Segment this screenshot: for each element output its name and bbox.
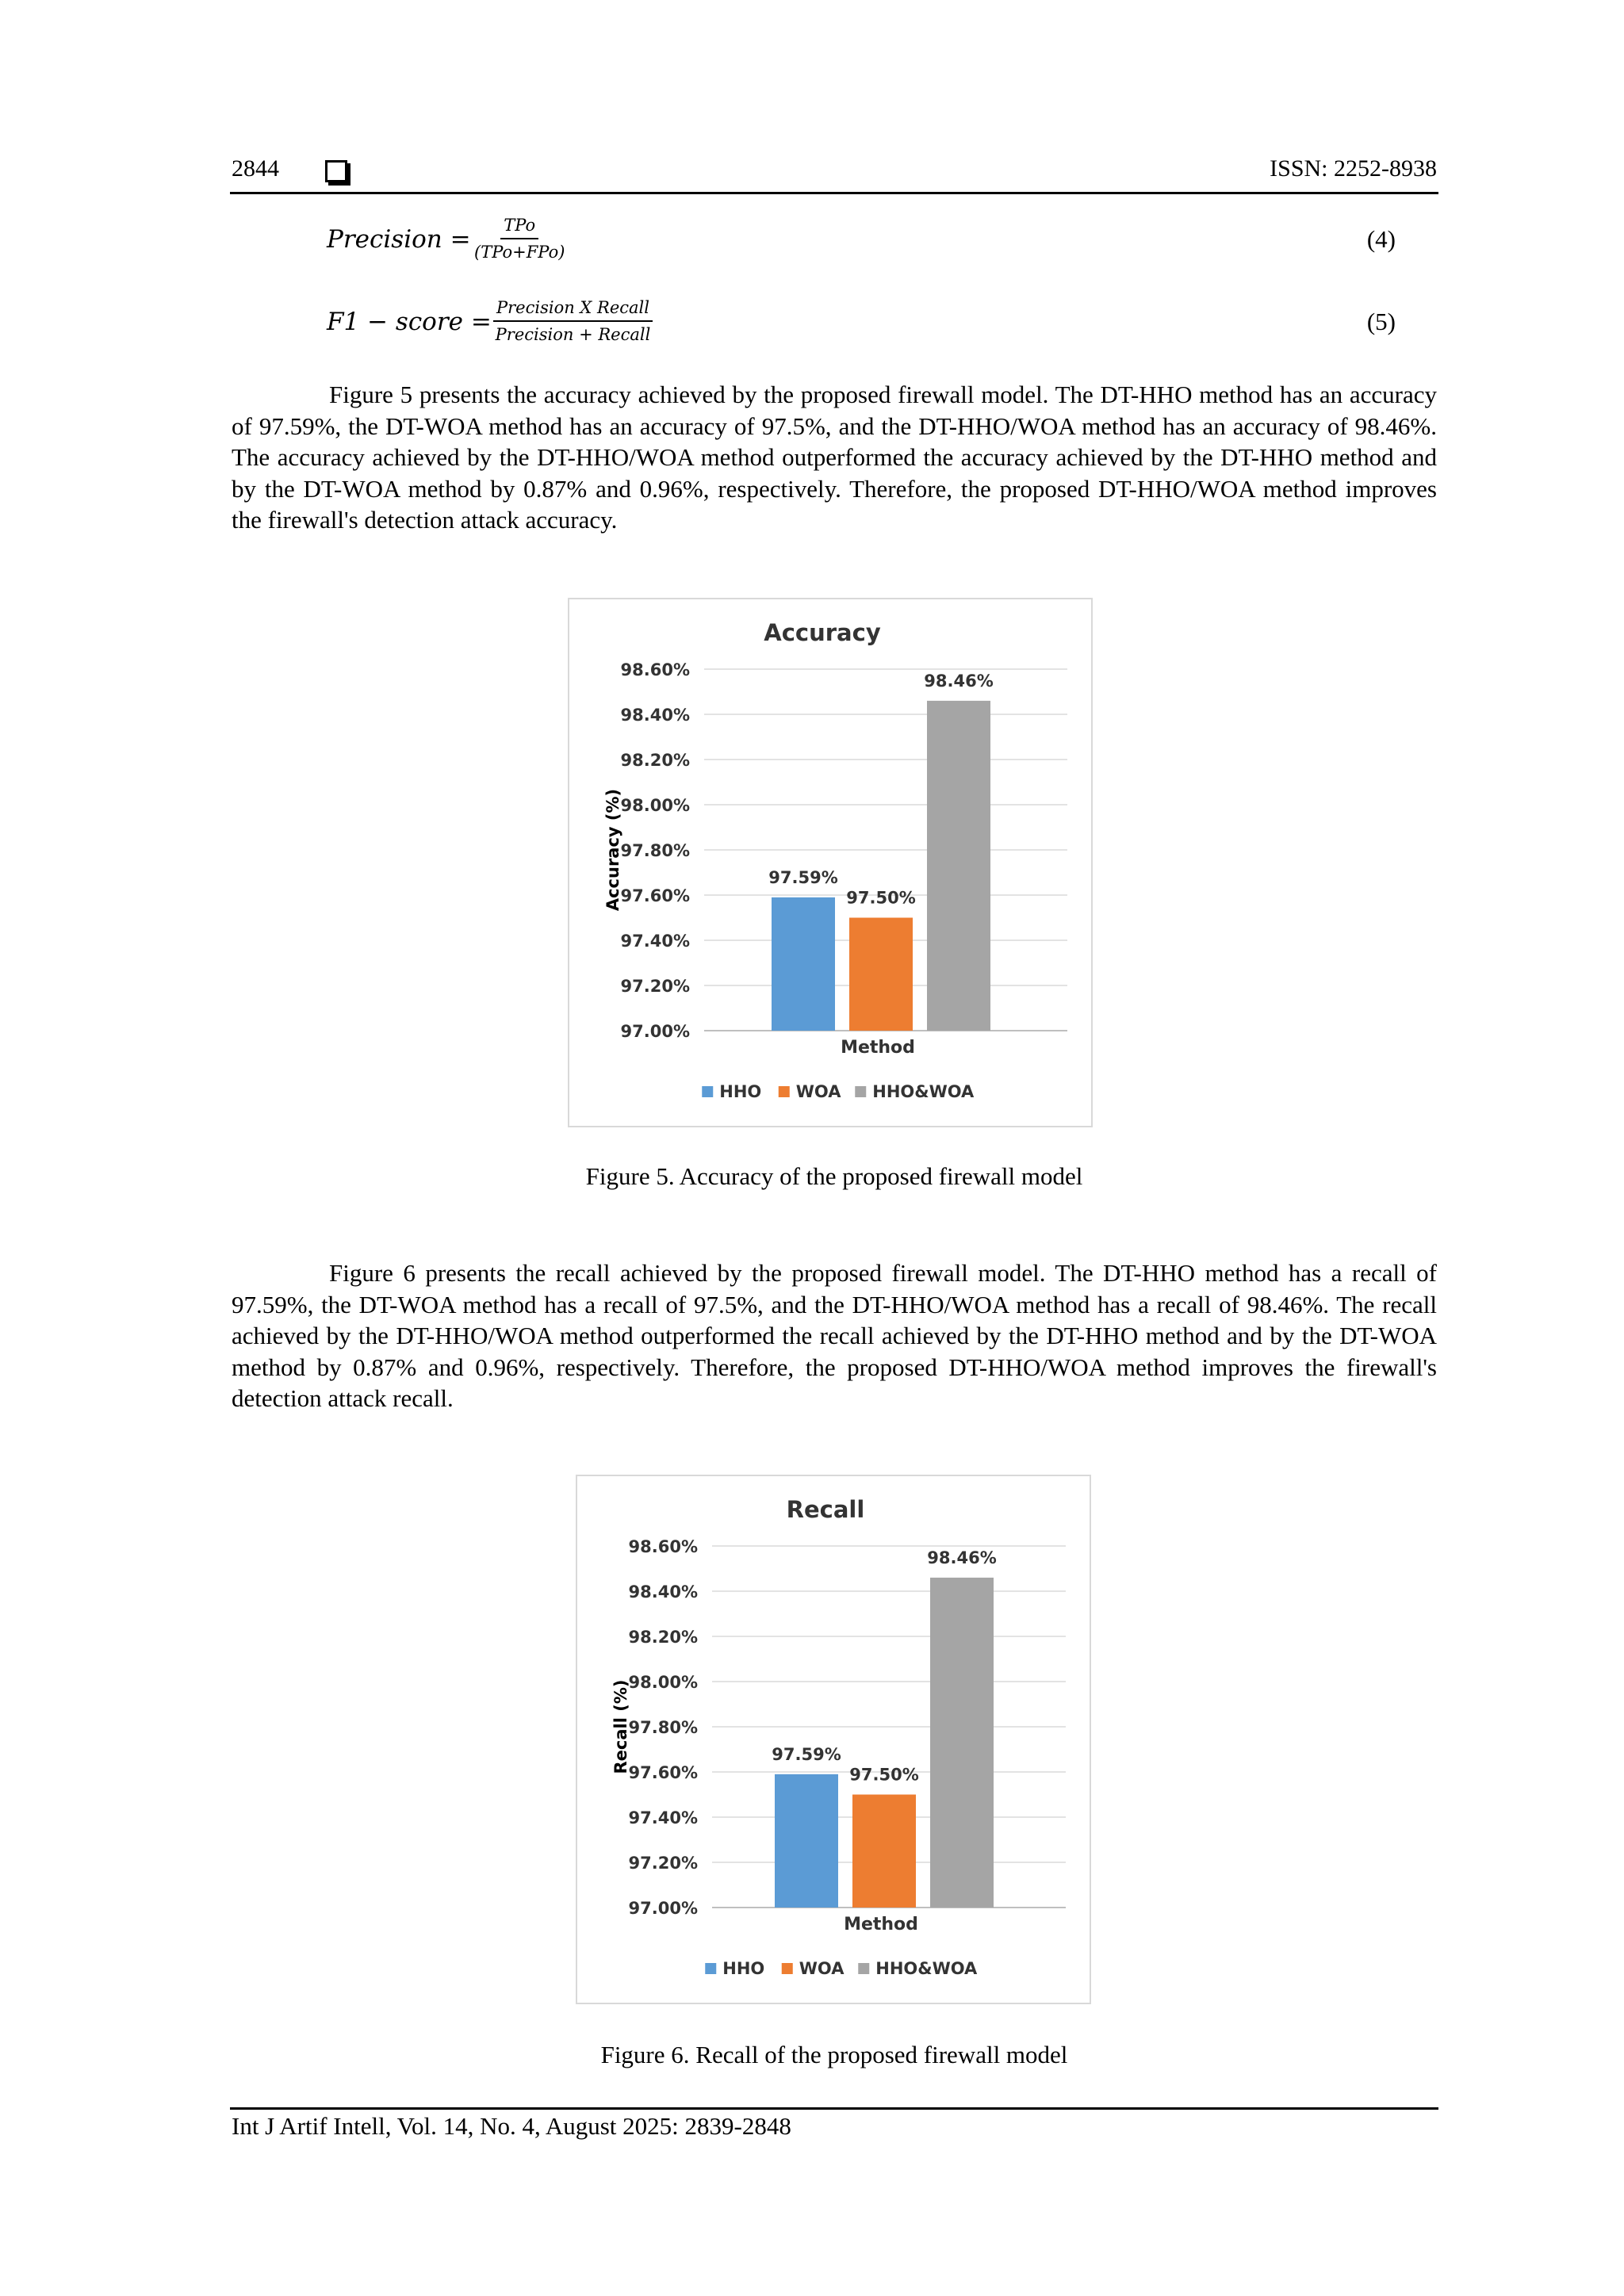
data-label: 97.59% bbox=[772, 1744, 841, 1764]
equation-denominator: (TPo+FPo) bbox=[474, 243, 565, 262]
y-tick-label: 97.00% bbox=[628, 1899, 698, 1918]
data-label: 98.46% bbox=[924, 671, 994, 691]
issn-label: ISSN: 2252-8938 bbox=[1270, 155, 1437, 182]
bar-hho-woa bbox=[927, 701, 990, 1031]
chart-title: Recall bbox=[786, 1496, 865, 1523]
square-bullet-icon bbox=[325, 160, 347, 182]
paragraph-recall: Figure 6 presents the recall achieved by the proposed firewall model. The DT-HHO method has a recall of 97.59%, the DT-WOA method has a recall of 97.5%, and the DT-HHO/WOA method has a recall of 98.46%. The recall achieved by the DT-HHO/WOA method outperformed the recall achieved by the DT-HHO method and by the DT-WOA method by 0.87% and 0.96%, respectively. Therefore, the proposed DT-HHO/WOA method improves the firewall's detection attack recall. bbox=[232, 1259, 1437, 1412]
paragraph-accuracy: Figure 5 presents the accuracy achieved by the proposed firewall model. The DT-HHO method has an accuracy of 97.59%, the DT-WOA method has an accuracy of 97.5%, and the DT-HHO/WOA method has an accuracy of 98.46%. The accuracy achieved by the DT-HHO/WOA method outperformed the accuracy achieved by the DT-HHO method and by the DT-WOA method by 0.87% and 0.96%, respectively. Therefore, the proposed DT-HHO/WOA method improves the firewall's detection attack accuracy. bbox=[232, 381, 1437, 534]
legend-label: WOA bbox=[795, 1082, 841, 1101]
recall-chart-svg bbox=[577, 1476, 1090, 2003]
y-tick-label: 97.20% bbox=[628, 1854, 698, 1873]
equation-4 bbox=[327, 214, 1396, 277]
data-label: 98.46% bbox=[927, 1548, 997, 1567]
legend-label: HHO&WOA bbox=[872, 1082, 975, 1101]
data-label: 97.50% bbox=[849, 1765, 919, 1785]
equation-lhs: Precision = bbox=[327, 225, 471, 254]
equation-fraction bbox=[493, 298, 653, 344]
equation-number: (4) bbox=[1366, 225, 1396, 253]
y-tick-label: 98.60% bbox=[620, 660, 690, 679]
equation-fraction bbox=[474, 216, 565, 262]
x-axis-label: Method bbox=[841, 1038, 915, 1058]
equation-numerator: Precision X Recall bbox=[493, 298, 653, 322]
legend-label: HHO bbox=[719, 1082, 762, 1101]
y-tick-label: 97.60% bbox=[628, 1763, 698, 1782]
data-label: 97.59% bbox=[768, 867, 838, 887]
x-axis-label: Method bbox=[844, 1915, 918, 1934]
page-footer: Int J Artif Intell, Vol. 14, No. 4, August 2025: 2839-2848 bbox=[232, 2112, 791, 2140]
chart-title: Accuracy bbox=[764, 619, 881, 646]
bar-hho bbox=[772, 897, 835, 1031]
bar-woa bbox=[852, 1795, 916, 1908]
y-tick-label: 98.40% bbox=[628, 1582, 698, 1601]
equation-lhs: F1 − score = bbox=[327, 308, 492, 336]
bar-hho bbox=[775, 1774, 838, 1908]
header-rule bbox=[230, 192, 1438, 194]
bar-woa bbox=[849, 918, 913, 1031]
legend-swatch-hho bbox=[705, 1963, 716, 1974]
data-label: 97.50% bbox=[846, 888, 916, 908]
legend-swatch-hho bbox=[702, 1086, 713, 1097]
figure-5-chart bbox=[568, 598, 1093, 1127]
y-tick-label: 98.40% bbox=[620, 706, 690, 725]
y-tick-label: 98.20% bbox=[628, 1628, 698, 1647]
legend-swatch-woa bbox=[782, 1963, 793, 1974]
legend-swatch-hho-woa bbox=[855, 1086, 866, 1097]
legend-label: HHO bbox=[722, 1959, 765, 1978]
equation-number: (5) bbox=[1366, 308, 1396, 335]
legend-swatch-hho-woa bbox=[858, 1963, 869, 1974]
page-number: 2844 bbox=[232, 155, 279, 182]
equation-denominator: Precision + Recall bbox=[495, 325, 651, 344]
figure-5-caption: Figure 5. Accuracy of the proposed firewall model bbox=[585, 1162, 1083, 1190]
y-tick-label: 97.00% bbox=[620, 1022, 690, 1041]
y-tick-label: 97.40% bbox=[620, 932, 690, 951]
y-tick-label: 98.00% bbox=[628, 1673, 698, 1692]
y-tick-label: 98.00% bbox=[620, 796, 690, 815]
y-tick-label: 97.60% bbox=[620, 886, 690, 905]
y-axis-label: Accuracy (%) bbox=[603, 788, 622, 912]
bar-hho-woa bbox=[930, 1578, 994, 1908]
footer-rule bbox=[230, 2107, 1438, 2110]
equation-numerator: TPo bbox=[500, 216, 538, 239]
legend-label: HHO&WOA bbox=[875, 1959, 978, 1978]
equation-5 bbox=[327, 297, 1396, 360]
accuracy-chart-svg bbox=[569, 599, 1091, 1126]
legend-swatch-woa bbox=[779, 1086, 790, 1097]
figure-6-caption: Figure 6. Recall of the proposed firewall model bbox=[600, 2041, 1068, 2068]
y-tick-label: 97.80% bbox=[628, 1718, 698, 1737]
legend-label: WOA bbox=[799, 1959, 845, 1978]
y-tick-label: 98.20% bbox=[620, 751, 690, 770]
y-tick-label: 97.20% bbox=[620, 977, 690, 996]
figure-6-chart bbox=[576, 1475, 1091, 2004]
y-tick-label: 98.60% bbox=[628, 1537, 698, 1556]
page-header bbox=[232, 155, 1437, 192]
y-tick-label: 97.40% bbox=[628, 1808, 698, 1827]
y-tick-label: 97.80% bbox=[620, 841, 690, 860]
y-axis-label: Recall (%) bbox=[611, 1679, 630, 1774]
